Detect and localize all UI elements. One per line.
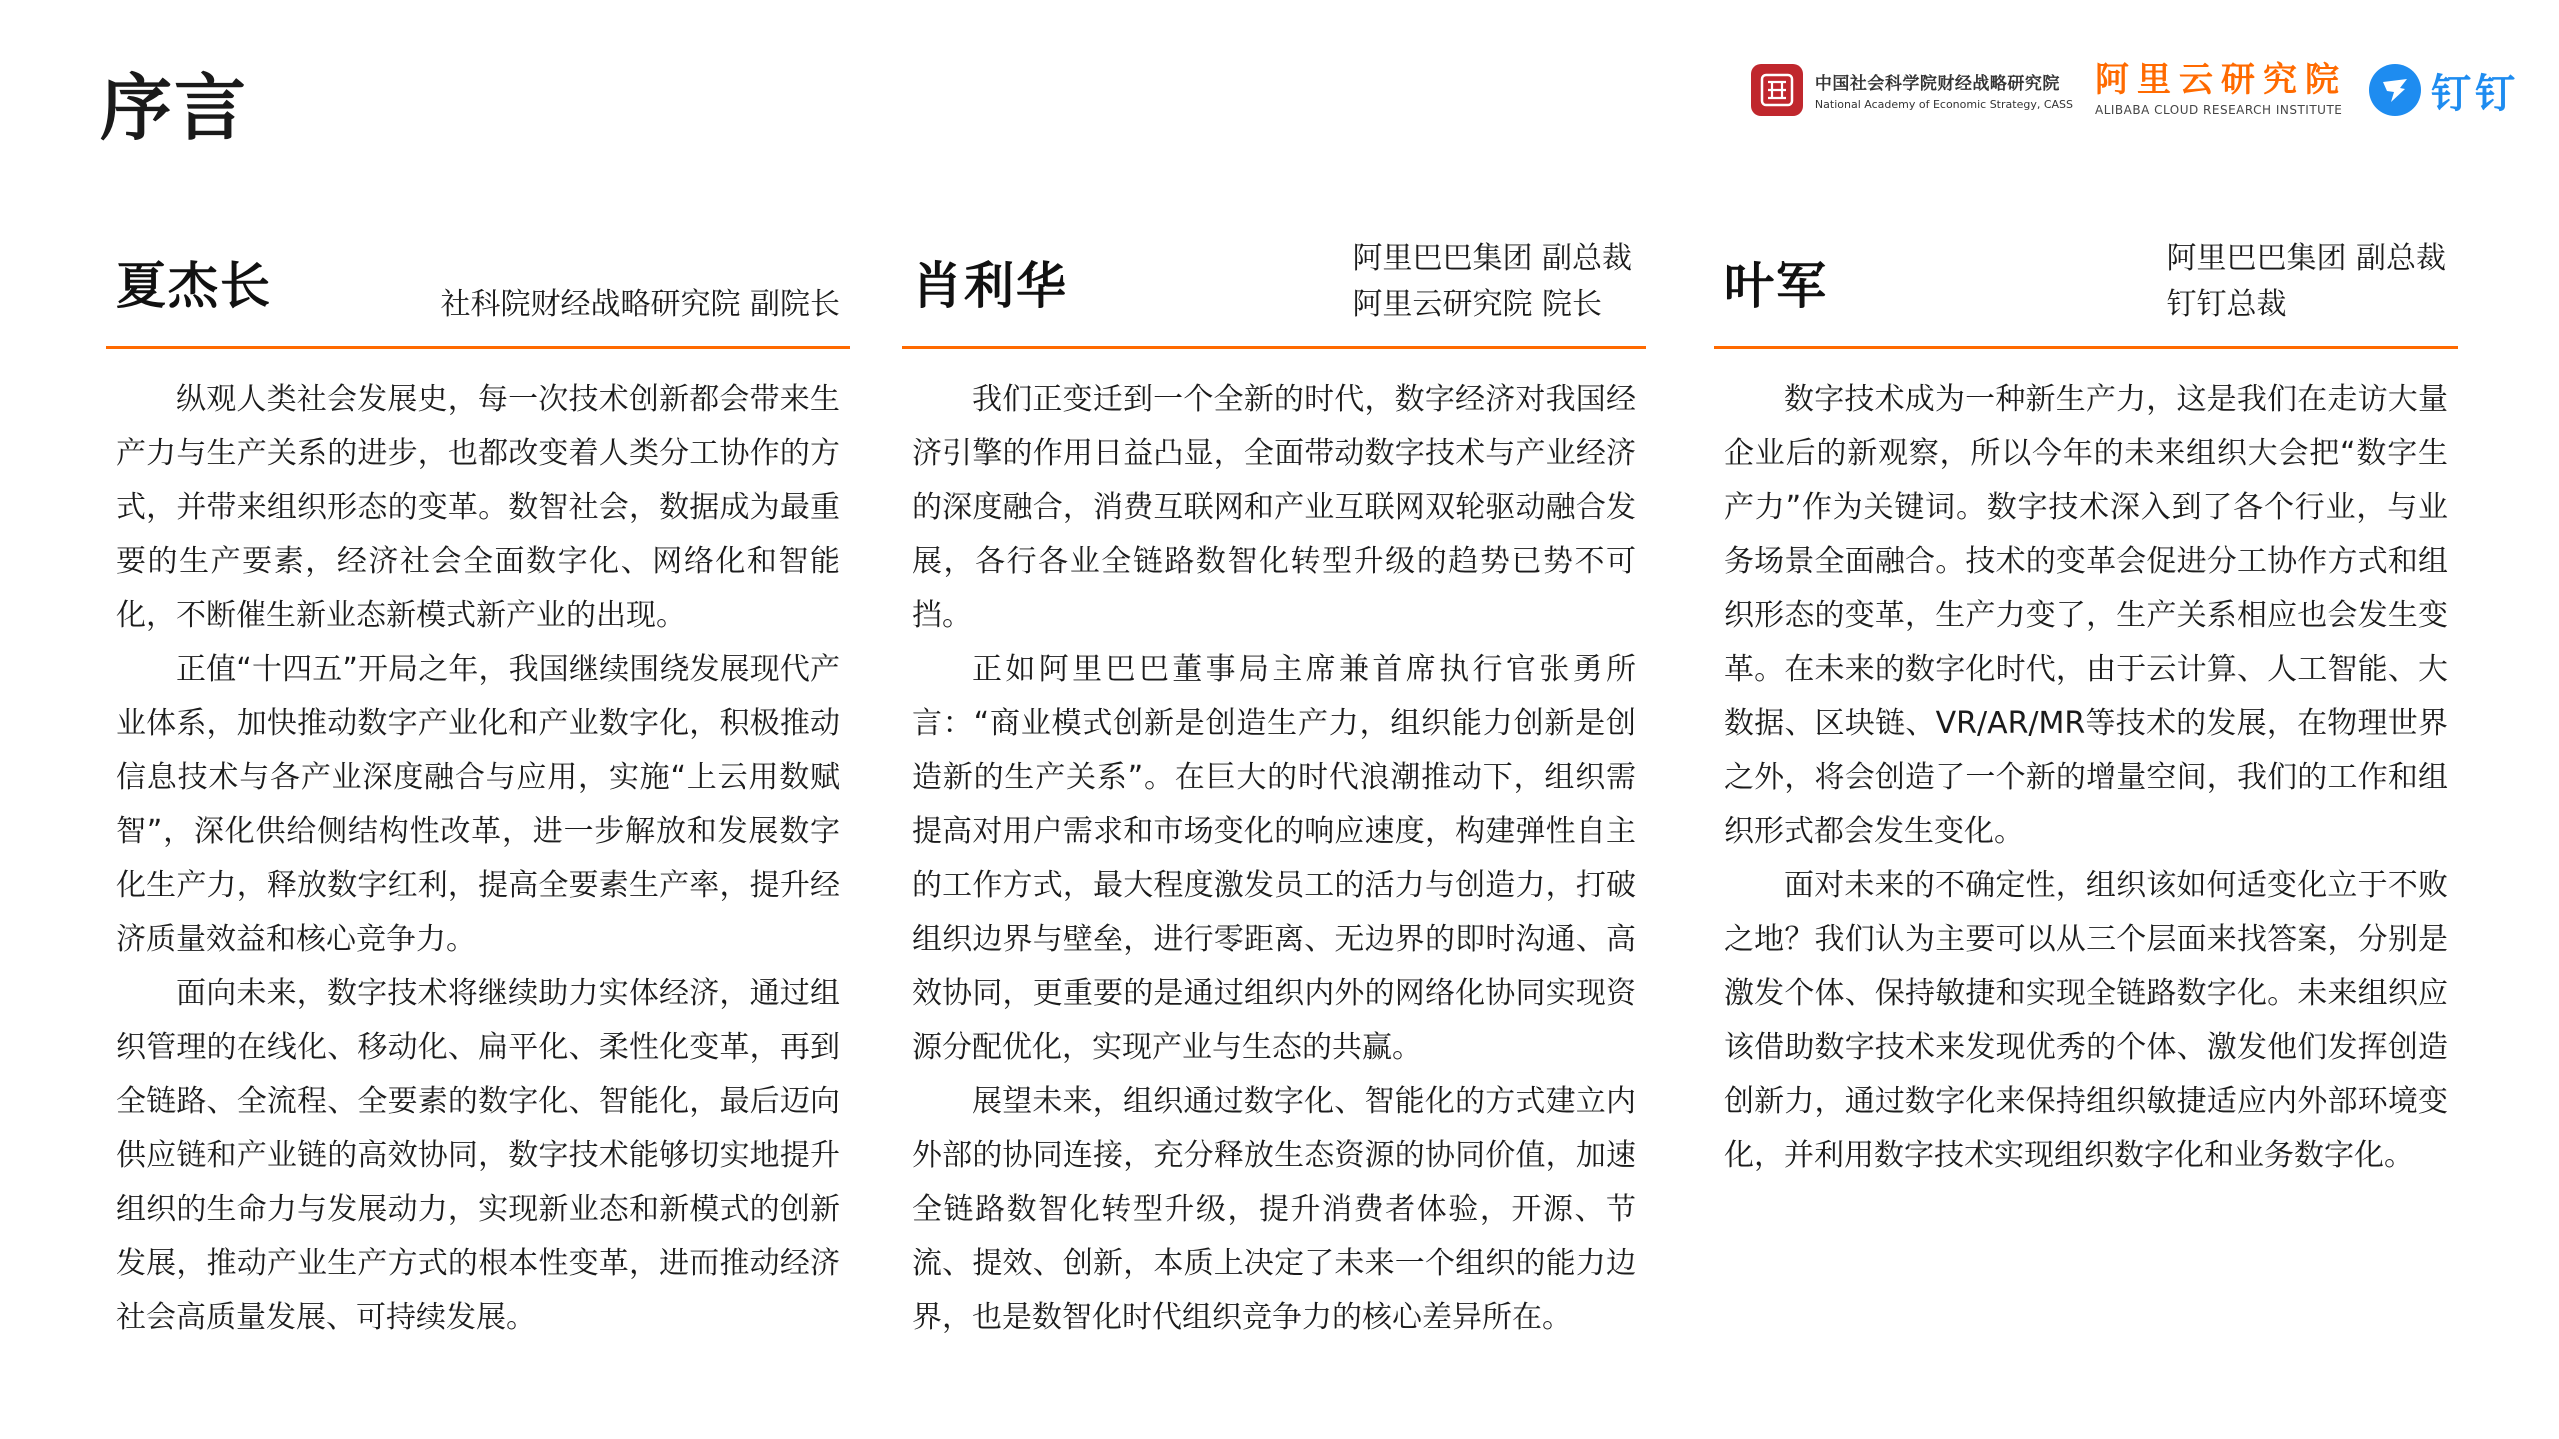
- cass-logo-text: [1815, 69, 2073, 111]
- person-role: 阿里云研究院 院长: [1352, 287, 1602, 322]
- dingtalk-logo: [2369, 62, 2519, 119]
- cass-name-en: National Academy of Economic Strategy, CASS: [1814, 98, 2073, 111]
- paragraph: 面对未来的不确定性，组织该如何适变化立于不败之地？我们认为主要可以从三个层面来找答案，分别是激发个体、保持敏捷和实现全链路数字化。未来组织应该借助数字技术来发现优秀的个体、激发他们发挥创造创新力，通过数字化来保持组织敏捷适应内外部环境变化，并利用数字技术实现组织数字化和业务数字化。: [1724, 868, 2448, 1173]
- column-header: [1714, 220, 2458, 346]
- aliyun-name-cn: 阿里云研究院: [2095, 60, 2347, 100]
- person-role: 阿里巴巴集团 副总裁: [1352, 241, 1632, 276]
- column-body: [902, 349, 1646, 1345]
- cass-seal-icon: [1751, 64, 1803, 116]
- preface-column-2: [902, 220, 1646, 1345]
- column-header: [106, 220, 850, 346]
- person-roles: [2166, 236, 2446, 328]
- person-role: 钉钉总裁: [2166, 287, 2287, 322]
- preface-column-1: [106, 220, 850, 1345]
- cass-name-cn: 中国社会科学院财经战略研究院: [1814, 74, 2060, 94]
- dingtalk-name: 钉钉: [2431, 70, 2519, 117]
- paragraph: 正值“十四五”开局之年，我国继续围绕发展现代产业体系，加快推动数字产业化和产业数字化，积极推动信息技术与各产业深度融合与应用，实施“上云用数赋智”，深化供给侧结构性改革，进一步解放和发展数字化生产力，释放数字红利，提高全要素生产率，提升经济质量效益和核心竞争力。: [116, 652, 840, 957]
- person-roles: [440, 282, 840, 328]
- dingtalk-wing-icon: [2369, 64, 2421, 116]
- page-title: 序言: [100, 66, 249, 150]
- paragraph: 正如阿里巴巴董事局主席兼首席执行官张勇所言：“商业模式创新是创造生产力，组织能力创新是创造新的生产关系”。在巨大的时代浪潮推动下，组织需提高对用户需求和市场变化的响应速度，构建弹性自主的工作方式，最大程度激发员工的活力与创造力，打破组织边界与壁垒，进行零距离、无边界的即时沟通、高效协同，更重要的是通过组织内外的网络化协同实现资源分配优化，实现产业与生态的共赢。: [912, 652, 1636, 1065]
- column-header: [902, 220, 1646, 346]
- person-role: 阿里巴巴集团 副总裁: [2166, 241, 2446, 276]
- paragraph: 面向未来，数字技术将继续助力实体经济，通过组织管理的在线化、移动化、扁平化、柔性化变革，再到全链路、全流程、全要素的数字化、智能化，最后迈向供应链和产业链的高效协同，数字技术能够切实地提升组织的生命力与发展动力，实现新业态和新模式的创新发展，推动产业生产方式的根本性变革，进而推动经济社会高质量发展、可持续发展。: [116, 976, 840, 1335]
- partner-logos: [1751, 60, 2519, 120]
- paragraph: 纵观人类社会发展史，每一次技术创新都会带来生产力与生产关系的进步，也都改变着人类分工协作的方式，并带来组织形态的变革。数智社会，数据成为最重要的生产要素，经济社会全面数字化、网络化和智能化，不断催生新业态新模式新产业的出现。: [116, 382, 840, 633]
- column-body: [1714, 349, 2458, 1183]
- preface-column-3: [1714, 220, 2458, 1183]
- paragraph: 我们正变迁到一个全新的时代，数字经济对我国经济引擎的作用日益凸显，全面带动数字技术与产业经济的深度融合，消费互联网和产业互联网双轮驱动融合发展，各行各业全链路数智化转型升级的趋势已势不可挡。: [912, 382, 1636, 633]
- person-name: 夏杰长: [116, 257, 272, 315]
- person-roles: [1352, 236, 1632, 328]
- person-role: 社科院财经战略研究院 副院长: [440, 287, 840, 322]
- person-name: 叶军: [1724, 257, 1828, 315]
- paragraph: 展望未来，组织通过数字化、智能化的方式建立内外部的协同连接，充分释放生态资源的协同价值，加速全链路数智化转型升级，提升消费者体验，开源、节流、提效、创新，本质上决定了未来一个组织的能力边界，也是数智化时代组织竞争力的核心差异所在。: [912, 1084, 1636, 1335]
- aliyun-research-logo: [2095, 60, 2347, 117]
- aliyun-name-en: ALIBABA CLOUD RESEARCH INSTITUTE: [2095, 103, 2343, 117]
- person-name: 肖利华: [912, 257, 1068, 315]
- column-body: [106, 349, 850, 1345]
- paragraph: 数字技术成为一种新生产力，这是我们在走访大量企业后的新观察，所以今年的未来组织大会把“数字生产力”作为关键词。数字技术深入到了各个行业，与业务场景全面融合。技术的变革会促进分工协作方式和组织形态的变革，生产力变了，生产关系相应也会发生变革。在未来的数字化时代，由于云计算、人工智能、大数据、区块链、VR/AR/MR等技术的发展，在物理世界之外，将会创造了一个新的增量空间，我们的工作和组织形式都会发生变化。: [1724, 382, 2448, 849]
